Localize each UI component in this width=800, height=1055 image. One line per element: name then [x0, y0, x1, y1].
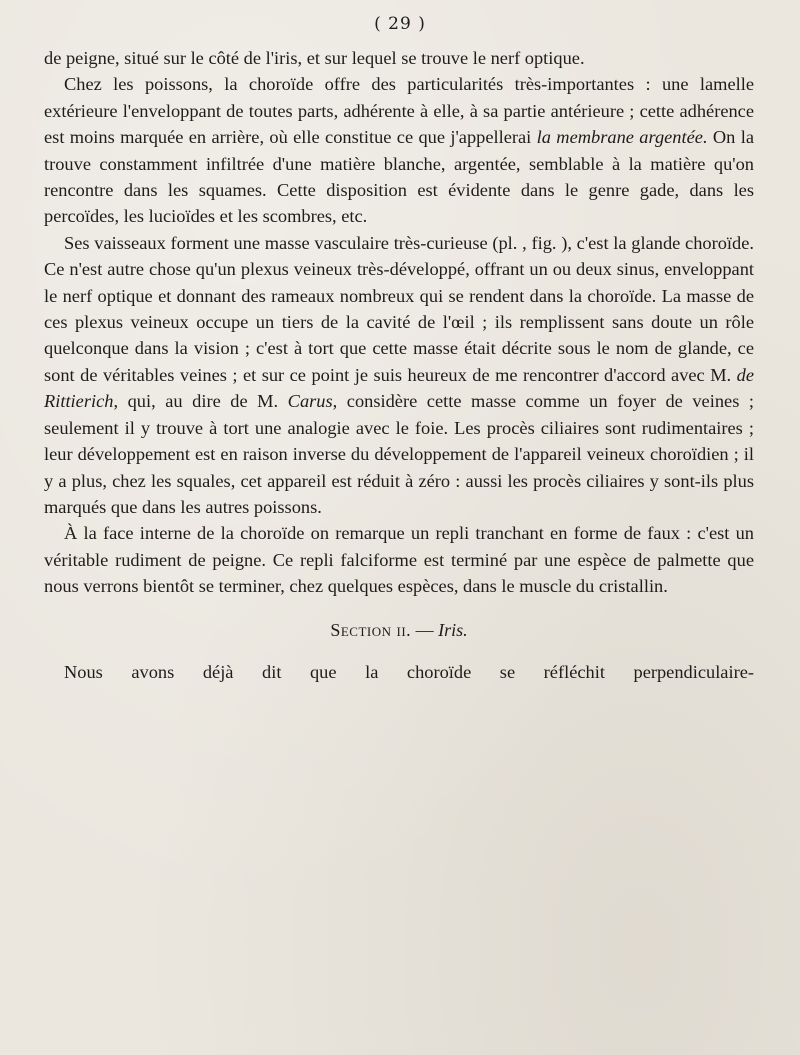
- section-dash: —: [411, 619, 439, 640]
- paragraph-text: On la trouve constamment infiltrée d'une matière blanche, argentée, semblable à la matière qu'on rencontre dans les squames. Cette disposition est évidente dans le genre gade, dans les percoïdes, les lucioïdes et les scombres, etc.: [44, 127, 755, 227]
- section-title: Iris.: [438, 619, 468, 640]
- paragraph-vaisseaux: [44, 230, 754, 520]
- author-name-carus: Carus: [287, 391, 333, 412]
- page-number: ( 29 ): [374, 14, 426, 34]
- author-name-rittierich: de Rittierich: [44, 364, 754, 412]
- paragraph-text: , qui, au dire de M.: [113, 391, 288, 412]
- paragraph-choroide-poissons: [44, 71, 754, 229]
- closing-line: Nous avons déjà dit que la choroïde se réfléchit perpendiculaire-: [64, 661, 754, 682]
- paragraph-text: , considère cette masse comme un foyer de veines ; seulement il y trouve à tort une analogie avec le foie. Les procès ciliaires sont rudimentaires ; leur développement est en raison inverse du développement de l'appareil veineux choroïdien ; il y a plus, chez les squales, cet appareil est réduit à zéro : aussi les procès ciliaires y sont-ils plus marqués que dans les autres poissons.: [44, 391, 754, 517]
- paragraph-continuation: de peigne, situé sur le côté de l'iris, et sur lequel se trouve le nerf optique.: [44, 48, 585, 68]
- body-text: [44, 45, 754, 685]
- section-heading: [44, 617, 754, 643]
- paragraph-face-interne: À la face interne de la choroïde on remarque un repli tranchant en forme de faux : c'est un véritable rudiment de peigne. Ce repli falciforme est terminé par une espèce de palmette que nous verrons bientôt se terminer, chez quelques espèces, dans le muscle du cristallin.: [44, 523, 754, 597]
- paragraph-text: Chez les poissons, la choroïde offre des particularités très-importantes : une lamelle extérieure l'enveloppant de toutes parts, adhérente à elle, à sa partie antérieure ; cette adhérence est moins marquée en arrière, où elle constitue ce que j'appellerai: [44, 74, 754, 148]
- paragraph-text: Ses vaisseaux forment une masse vasculaire très-curieuse (pl. , fig. ), c'est la glande choroïde. Ce n'est autre chose qu'un plexus veineux très-développé, offrant un ou deux sinus, enveloppant le nerf optique et donnant des rameaux nombreux qui se rendent dans la choroïde. La masse de ces plexus veineux occupe un tiers de la cavité de l'œil ; ils remplissent sans doute un rôle quelconque dans la vision ; c'est à tort que cette masse était décrite sous le nom de glande, ce sont de véritables veines ; et sur ce point je suis heureux de me rencontrer d'accord avec M.: [44, 232, 754, 385]
- section-label: Section ii.: [330, 619, 412, 640]
- italic-term-membrane-argentee: la membrane argentée.: [536, 127, 708, 148]
